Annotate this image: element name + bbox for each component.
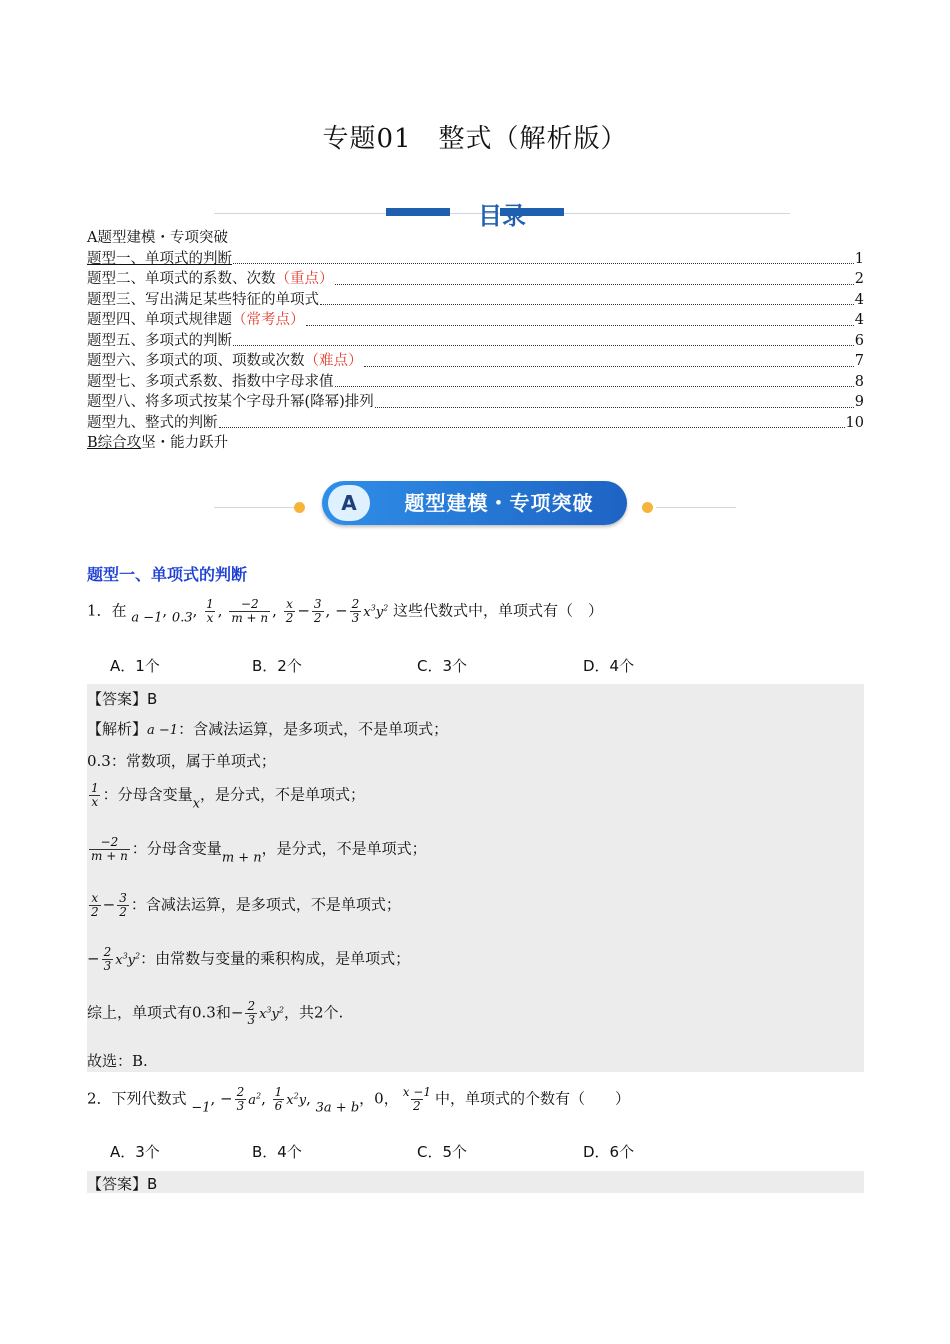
analysis-line-6: − $\frac{2}{3}$ $x^3y^2$：由常数与变量的乘积构成，是单项式； [87,945,411,973]
option-b[interactable]: B．2个 [252,657,302,675]
analysis-line-8: 故选：B. [87,1052,148,1070]
answer-2: 【答案】B [87,1175,158,1193]
question-2-options [110,1141,710,1161]
option-a[interactable]: A．3个 [110,1143,160,1161]
solution-box-1 [87,684,864,1072]
toc-item[interactable]: 题型二、单项式的系数、次数 （重点） 2 [87,271,864,287]
question-1: 1．在 a −1, 0.3, $\frac{1}{x}$ , $\frac{-2}{m + n}$ , $\frac{x}{2}$ − $\frac{3}{2}$ , − $\frac{2}{3}$ $x^3y^2$ 这些代数式中，单项式有（ ） [87,597,603,626]
answer-1: 【答案】B [87,690,158,708]
banner-dot-left [294,502,305,513]
toc-item[interactable]: 题型一、单项式的判断 1 [87,250,864,267]
toc-header [214,196,790,230]
toc-item[interactable]: 题型七、多项式系数、指数中字母求值 8 [87,373,864,390]
banner-pill [322,481,627,525]
solution-box-2 [87,1171,864,1193]
option-c[interactable]: C．5个 [417,1143,468,1161]
toc-item[interactable]: 题型五、多项式的判断 6 [87,332,864,349]
document-title: 专题01 整式（解析版） [322,124,628,154]
question-1-options [110,655,710,675]
toc-item[interactable]: 题型九、整式的判断 10 [87,414,864,431]
option-a[interactable]: A．1个 [110,657,160,675]
option-b[interactable]: B．4个 [252,1143,302,1161]
toc-section-a[interactable]: A题型建模・专项突破 [87,230,228,246]
option-c[interactable]: C．3个 [417,657,468,675]
option-d[interactable]: D．4个 [583,657,635,675]
analysis-line-5: $\frac{x}{2}$ − $\frac{3}{2}$ ：含减法运算，是多项式，不是单项式； [91,891,401,919]
banner-letter: A [328,485,370,521]
toc-item[interactable]: 题型八、将多项式按某个字母升幂(降幂)排列 9 [87,394,864,410]
question-2: 2．下列代数式 −1, − $\frac{2}{3}$ $a^2$, $\frac{1}{6}$ $x^2y$, 3a + b，0， $\frac{x -1}{2}$ 中，单项式的个数有（ ） [87,1085,630,1116]
toc-heading: 目录 [478,202,526,230]
toc-section-b[interactable]: B综合攻坚・能力跃升 [87,435,229,451]
option-d[interactable]: D．6个 [583,1143,635,1161]
table-of-contents [87,228,864,454]
analysis-line-2: 0.3：常数项，属于单项式； [87,752,276,770]
toc-item[interactable]: 题型六、多项式的项、项数或次数 （难点） 7 [87,353,864,369]
section-title: 题型一、单项式的判断 [87,565,248,584]
toc-item[interactable]: 题型四、单项式规律题 （常考点） 4 [87,312,864,328]
analysis-line-3: $\frac{1}{x}$ ：分母含变量x，是分式，不是单项式； [91,781,366,812]
analysis-line-7: 综上，单项式有0.3和− $\frac{2}{3}$ $x^3y^2$，共2个. [87,999,344,1027]
analysis-line-1: 【解析】a −1：含减法运算，是多项式，不是单项式； [87,720,449,738]
banner-dot-right [642,502,653,513]
analysis-line-4: $\frac{-2}{m + n}$ ：分母含变量m + n，是分式，不是单项式； [91,835,427,866]
section-banner [214,478,736,530]
banner-text: 题型建模・专项突破 [404,491,594,515]
toc-item[interactable]: 题型三、写出满足某些特征的单项式 4 [87,291,864,308]
